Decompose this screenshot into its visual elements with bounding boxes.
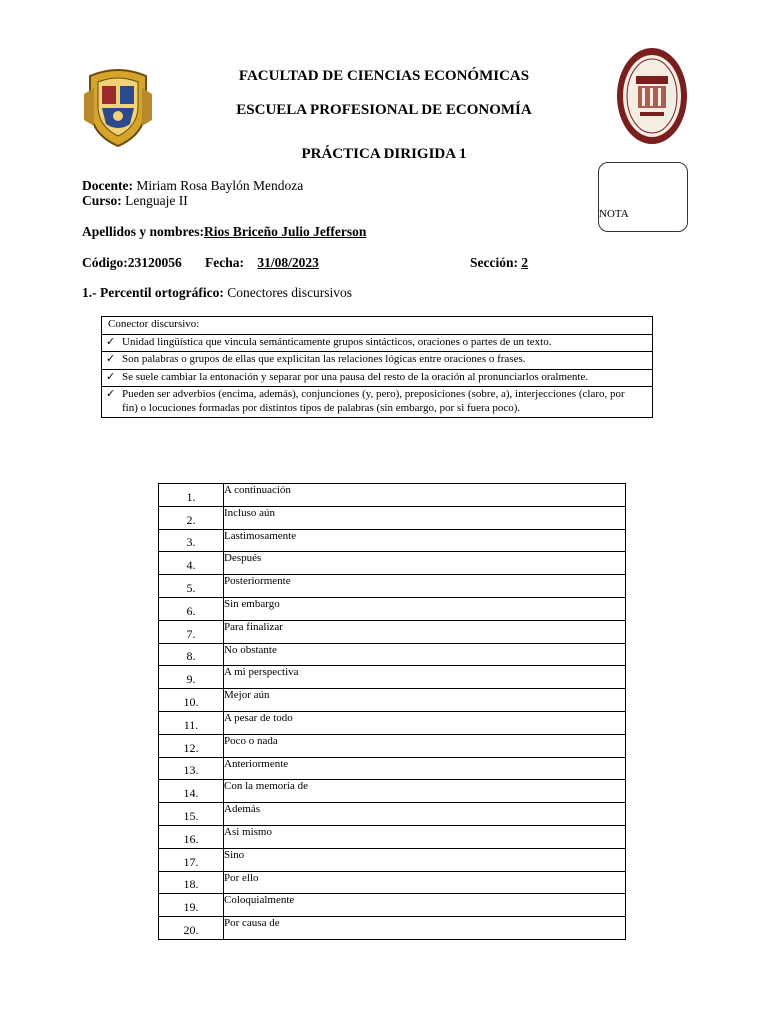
row-number: 17. [159,848,224,871]
connector-text: Con la memoria de [224,780,626,803]
fecha-line [205,255,457,271]
connector-text: Mejor aún [224,689,626,712]
curso-line [82,193,188,209]
row-number: 5. [159,575,224,598]
row-number: 4. [159,552,224,575]
row-number: 13. [159,757,224,780]
table-row [159,529,626,552]
definition-row [102,352,653,370]
curso-label: Curso: [82,193,122,208]
table-row [159,825,626,848]
table-row [159,711,626,734]
connector-text: Coloquialmente [224,894,626,917]
codigo-line [82,255,182,271]
row-number: 12. [159,734,224,757]
connector-text: Asi mismo [224,825,626,848]
row-number: 3. [159,529,224,552]
definition-header: Conector discursivo: [102,317,653,335]
codigo-label: Código: [82,255,128,270]
connector-text: Sino [224,848,626,871]
definition-row [102,387,653,418]
connector-text: A pesar de todo [224,711,626,734]
docente-label: Docente: [82,178,133,193]
table-row [159,484,626,507]
faculty-seal-logo [616,46,688,146]
apellidos-line [82,224,587,240]
definition-header-row [102,317,653,335]
row-number: 19. [159,894,224,917]
table-row [159,734,626,757]
table-row [159,871,626,894]
row-number: 11. [159,711,224,734]
curso-value: Lenguaje II [121,193,188,208]
connector-text: Para finalizar [224,620,626,643]
check-icon: ✓ [106,370,116,383]
row-number: 9. [159,666,224,689]
row-number: 7. [159,620,224,643]
connector-text: Por ello [224,871,626,894]
fecha-value: 31/08/2023 [257,255,319,270]
faculty-title: FACULTAD DE CIENCIAS ECONÓMICAS [238,68,530,84]
apellidos-label: Apellidos y nombres: [82,224,205,239]
check-icon: ✓ [106,353,116,365]
connector-text: Lastimosamente [224,529,626,552]
connector-text: Después [224,552,626,575]
question-number: 1.- [82,285,97,300]
row-number: 15. [159,803,224,826]
row-number: 20. [159,917,224,940]
table-row [159,689,626,712]
connector-text: Poco o nada [224,734,626,757]
codigo-value: 23120056 [127,255,182,270]
table-row [159,620,626,643]
grade-label: NOTA [599,208,629,220]
check-icon: ✓ [106,388,116,400]
definition-row [102,369,653,387]
definition-item: Unidad lingüística que vincula semánticamente grupos sintácticos, oraciones o partes de un texto. [122,335,552,348]
table-row [159,666,626,689]
table-row [159,506,626,529]
table-row [159,552,626,575]
row-number: 1. [159,484,224,507]
table-row [159,597,626,620]
seccion-label: Sección: [470,255,518,270]
question-heading [82,285,352,301]
connectors-table [158,483,626,940]
table-row [159,894,626,917]
docente-line [82,178,303,194]
table-row [159,643,626,666]
table-row [159,848,626,871]
definition-item: Pueden ser adverbios (encima, además), conjunciones (y, pero), preposiciones (sobre, a), interjecciones (claro, por fin) o locuciones formadas por distintos tipos de palabras (sin embargo, por si fuera poco). [122,388,625,414]
table-row [159,575,626,598]
grade-box [598,162,688,232]
apellidos-value: Rios Briceño Julio Jefferson [204,224,367,239]
practice-title: PRÁCTICA DIRIGIDA 1 [301,146,467,162]
connector-text: Anteriormente [224,757,626,780]
connector-text: A mi perspectiva [224,666,626,689]
connector-text: No obstante [224,643,626,666]
row-number: 18. [159,871,224,894]
row-number: 2. [159,506,224,529]
question-label: Percentil ortográfico: [100,285,224,300]
connector-text: Posteriormente [224,575,626,598]
table-row [159,757,626,780]
connector-text: Además [224,803,626,826]
check-icon: ✓ [106,335,116,348]
connector-text: A continuación [224,484,626,507]
fecha-label: Fecha: [205,255,244,270]
table-row [159,780,626,803]
connector-text: Por causa de [224,917,626,940]
row-number: 16. [159,825,224,848]
seccion-value: 2 [521,255,529,270]
connector-text: Sin embargo [224,597,626,620]
definition-item: Son palabras o grupos de ellas que explicitan las relaciones lógicas entre oraciones o frases. [122,353,526,365]
row-number: 6. [159,597,224,620]
definition-row [102,334,653,352]
connector-definition-table [101,316,653,418]
table-row [159,803,626,826]
row-number: 10. [159,689,224,712]
connector-text: Incluso aún [224,506,626,529]
docente-value: Miriam Rosa Baylón Mendoza [132,178,304,193]
row-number: 14. [159,780,224,803]
table-row [159,917,626,940]
school-title: ESCUELA PROFESIONAL DE ECONOMÍA [236,102,532,118]
question-topic: Conectores discursivos [223,285,353,300]
definition-item: Se suele cambiar la entonación y separar por una pausa del resto de la oración al pronunciarlos oralmente. [122,370,589,383]
row-number: 8. [159,643,224,666]
seccion-line [470,255,579,271]
